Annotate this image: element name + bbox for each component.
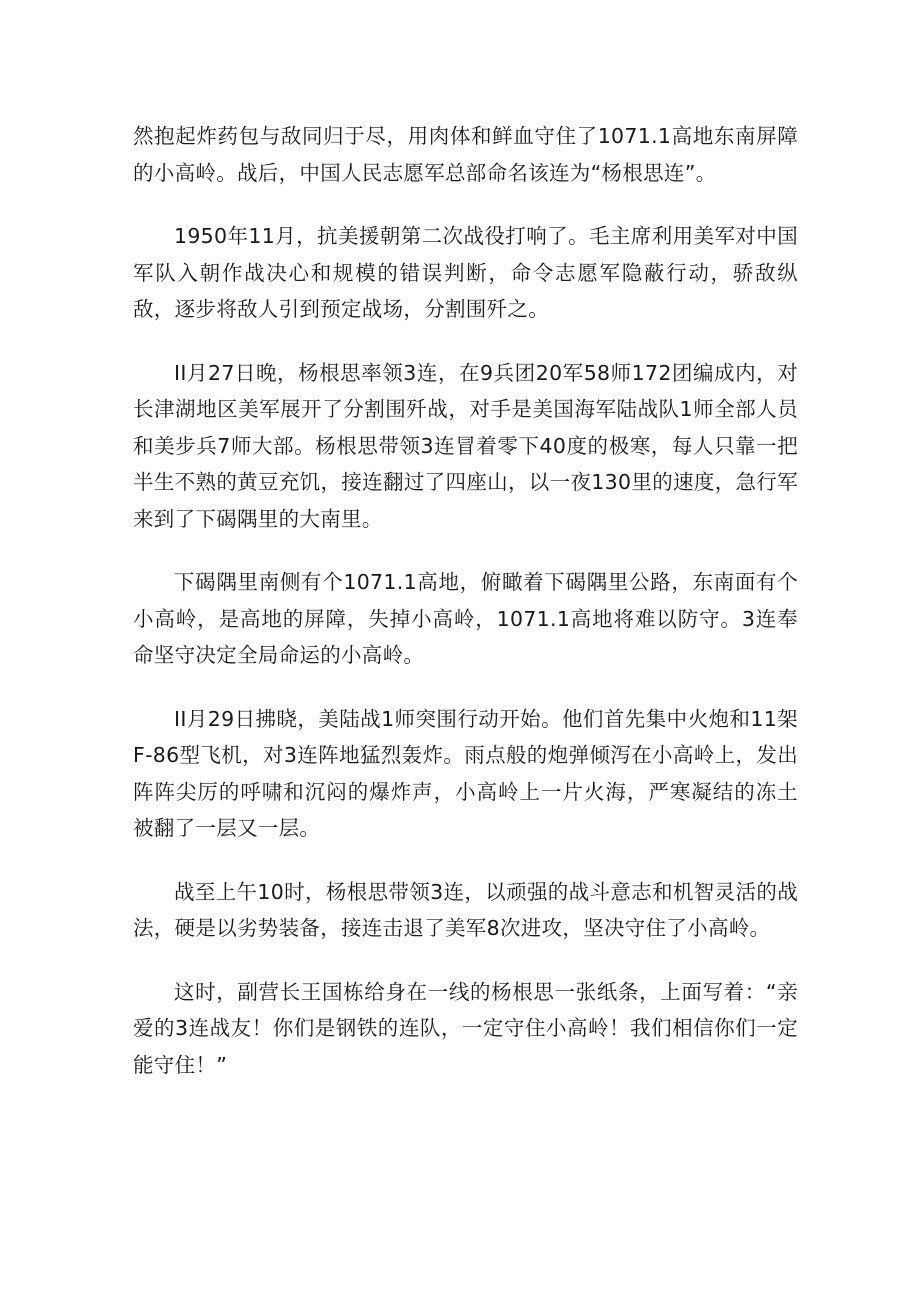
paragraph: II月27日晚，杨根思率领3连，在9兵团20军58师172团编成内，对长津湖地区美军展开了分割围歼战，对手是美国海军陆战队1师全部人员和美步兵7师大部。杨根思带领3连冒着零下40度的极寒，每人只靠一把半生不熟的黄豆充饥，接连翻过了四座山，以一夜130里的速度，急行军来到了下碣隅里的大南里。 xyxy=(133,360,798,531)
document-body xyxy=(133,118,798,1083)
paragraph: 1950年11月，抗美援朝第二次战役打响了。毛主席利用美军对中国军队入朝作战决心和规模的错误判断，命令志愿军隐蔽行动，骄敌纵敌，逐步将敌人引到预定战场，分割围歼之。 xyxy=(133,224,798,321)
paragraph: 下碣隅里南侧有个1071.1高地，俯瞰着下碣隅里公路，东南面有个小高岭，是高地的屏障，失掉小高岭，1071.1高地将难以防守。3连奉命坚守决定全局命运的小高岭。 xyxy=(133,570,798,667)
paragraph: 这时，副营长王国栋给身在一线的杨根思一张纸条，上面写着：“亲爱的3连战友！你们是钢铁的连队，一定守住小高岭！我们相信你们一定能守住！” xyxy=(133,979,798,1077)
paragraph: 战至上午10时，杨根思带领3连，以顽强的战斗意志和机智灵活的战法，硬是以劣势装备，接连击退了美军8次进攻，坚决守住了小高岭。 xyxy=(133,879,798,940)
paragraph-continuation: 然抱起炸药包与敌同归于尽，用肉体和鲜血守住了1071.1高地东南屏障的小高岭。战后，中国人民志愿军总部命名该连为“杨根思连”。 xyxy=(133,124,798,185)
paragraph: II月29日拂晓，美陆战1师突围行动开始。他们首先集中火炮和11架F-86型飞机，对3连阵地猛烈轰炸。雨点般的炮弹倾泻在小高岭上，发出阵阵尖厉的呼啸和沉闷的爆炸声，小高岭上一片火海，严寒凝结的冻土被翻了一层又一层。 xyxy=(133,706,798,840)
